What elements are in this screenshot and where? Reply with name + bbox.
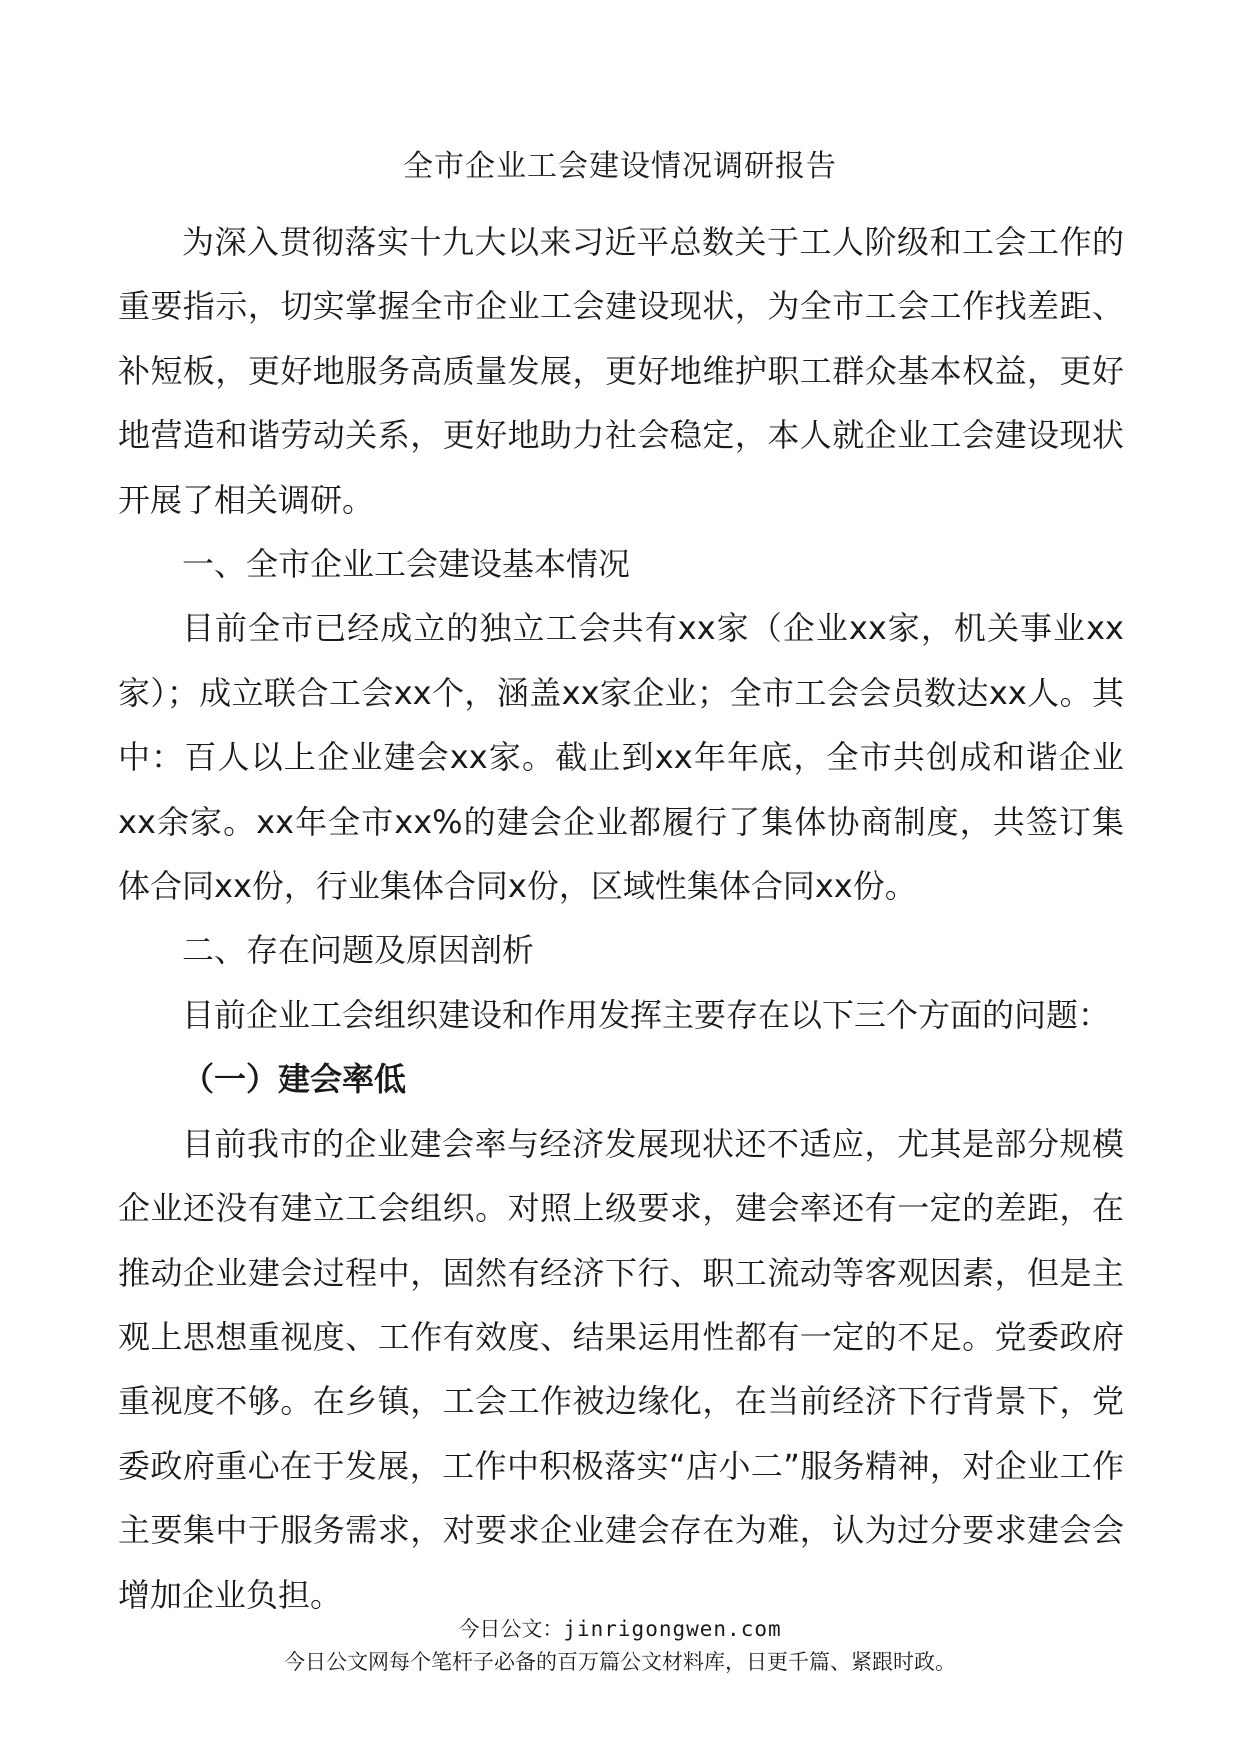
low-rate-paragraph: 目前我市的企业建会率与经济发展现状还不适应，尤其是部分规模企业还没有建立工会组织。对照上级要求，建会率还有一定的差距，在推动企业建会过程中，固然有经济下行、职工流动等客观因素，但是主观上思想重视度、工作有效度、结果运用性都有一定的不足。党委政府重视度不够。在乡镇，工会工作被边缘化，在当前经济下行背景下，党委政府重心在于发展，工作中积极落实“店小二”服务精神，对企业工作主要集中于服务需求，对要求企业建会存在为难，认为过分要求建会会增加企业负担。	[118, 1124, 1124, 1614]
section-heading-2: 二、存在问题及原因剖析	[182, 931, 535, 970]
document-body	[118, 210, 1124, 1627]
problems-intro-paragraph: 目前企业工会组织建设和作用发挥主要存在以下三个方面的问题：	[182, 995, 1111, 1034]
footer-site-label: 今日公文：	[458, 1617, 564, 1641]
section-heading-1: 一、全市企业工会建设基本情况	[182, 545, 631, 584]
basic-situation-paragraph: 目前全市已经成立的独立工会共有xx家（企业xx家，机关事业xx家）；成立联合工会xx个，涵盖xx家企业；全市工会会员数达xx人。其中：百人以上企业建会xx家。截止到xx年年底，全市共创成和谐企业xx余家。xx年全市xx%的建会企业都履行了集体协商制度，共签订集体合同xx份，行业集体合同x份，区域性集体合同xx份。	[118, 609, 1124, 906]
footer-site-url[interactable]: jinrigongwen.com	[563, 1617, 782, 1641]
subsection-heading-1: （一）建会率低	[182, 1060, 407, 1099]
document-title: 全市企业工会建设情况调研报告	[403, 149, 837, 184]
footer-slogan: 今日公文网每个笔杆子必备的百万篇公文材料库，日更千篇、紧跟时政。	[284, 1650, 956, 1674]
intro-paragraph: 为深入贯彻落实十九大以来习近平总数关于工人阶级和工会工作的重要指示，切实掌握全市企业工会建设现状，为全市工会工作找差距、补短板，更好地服务高质量发展，更好地维护职工群众基本权益，更好地营造和谐劳动关系，更好地助力社会稳定，本人就企业工会建设现状开展了相关调研。	[118, 223, 1124, 519]
footer-site-line	[0, 1614, 1240, 1644]
